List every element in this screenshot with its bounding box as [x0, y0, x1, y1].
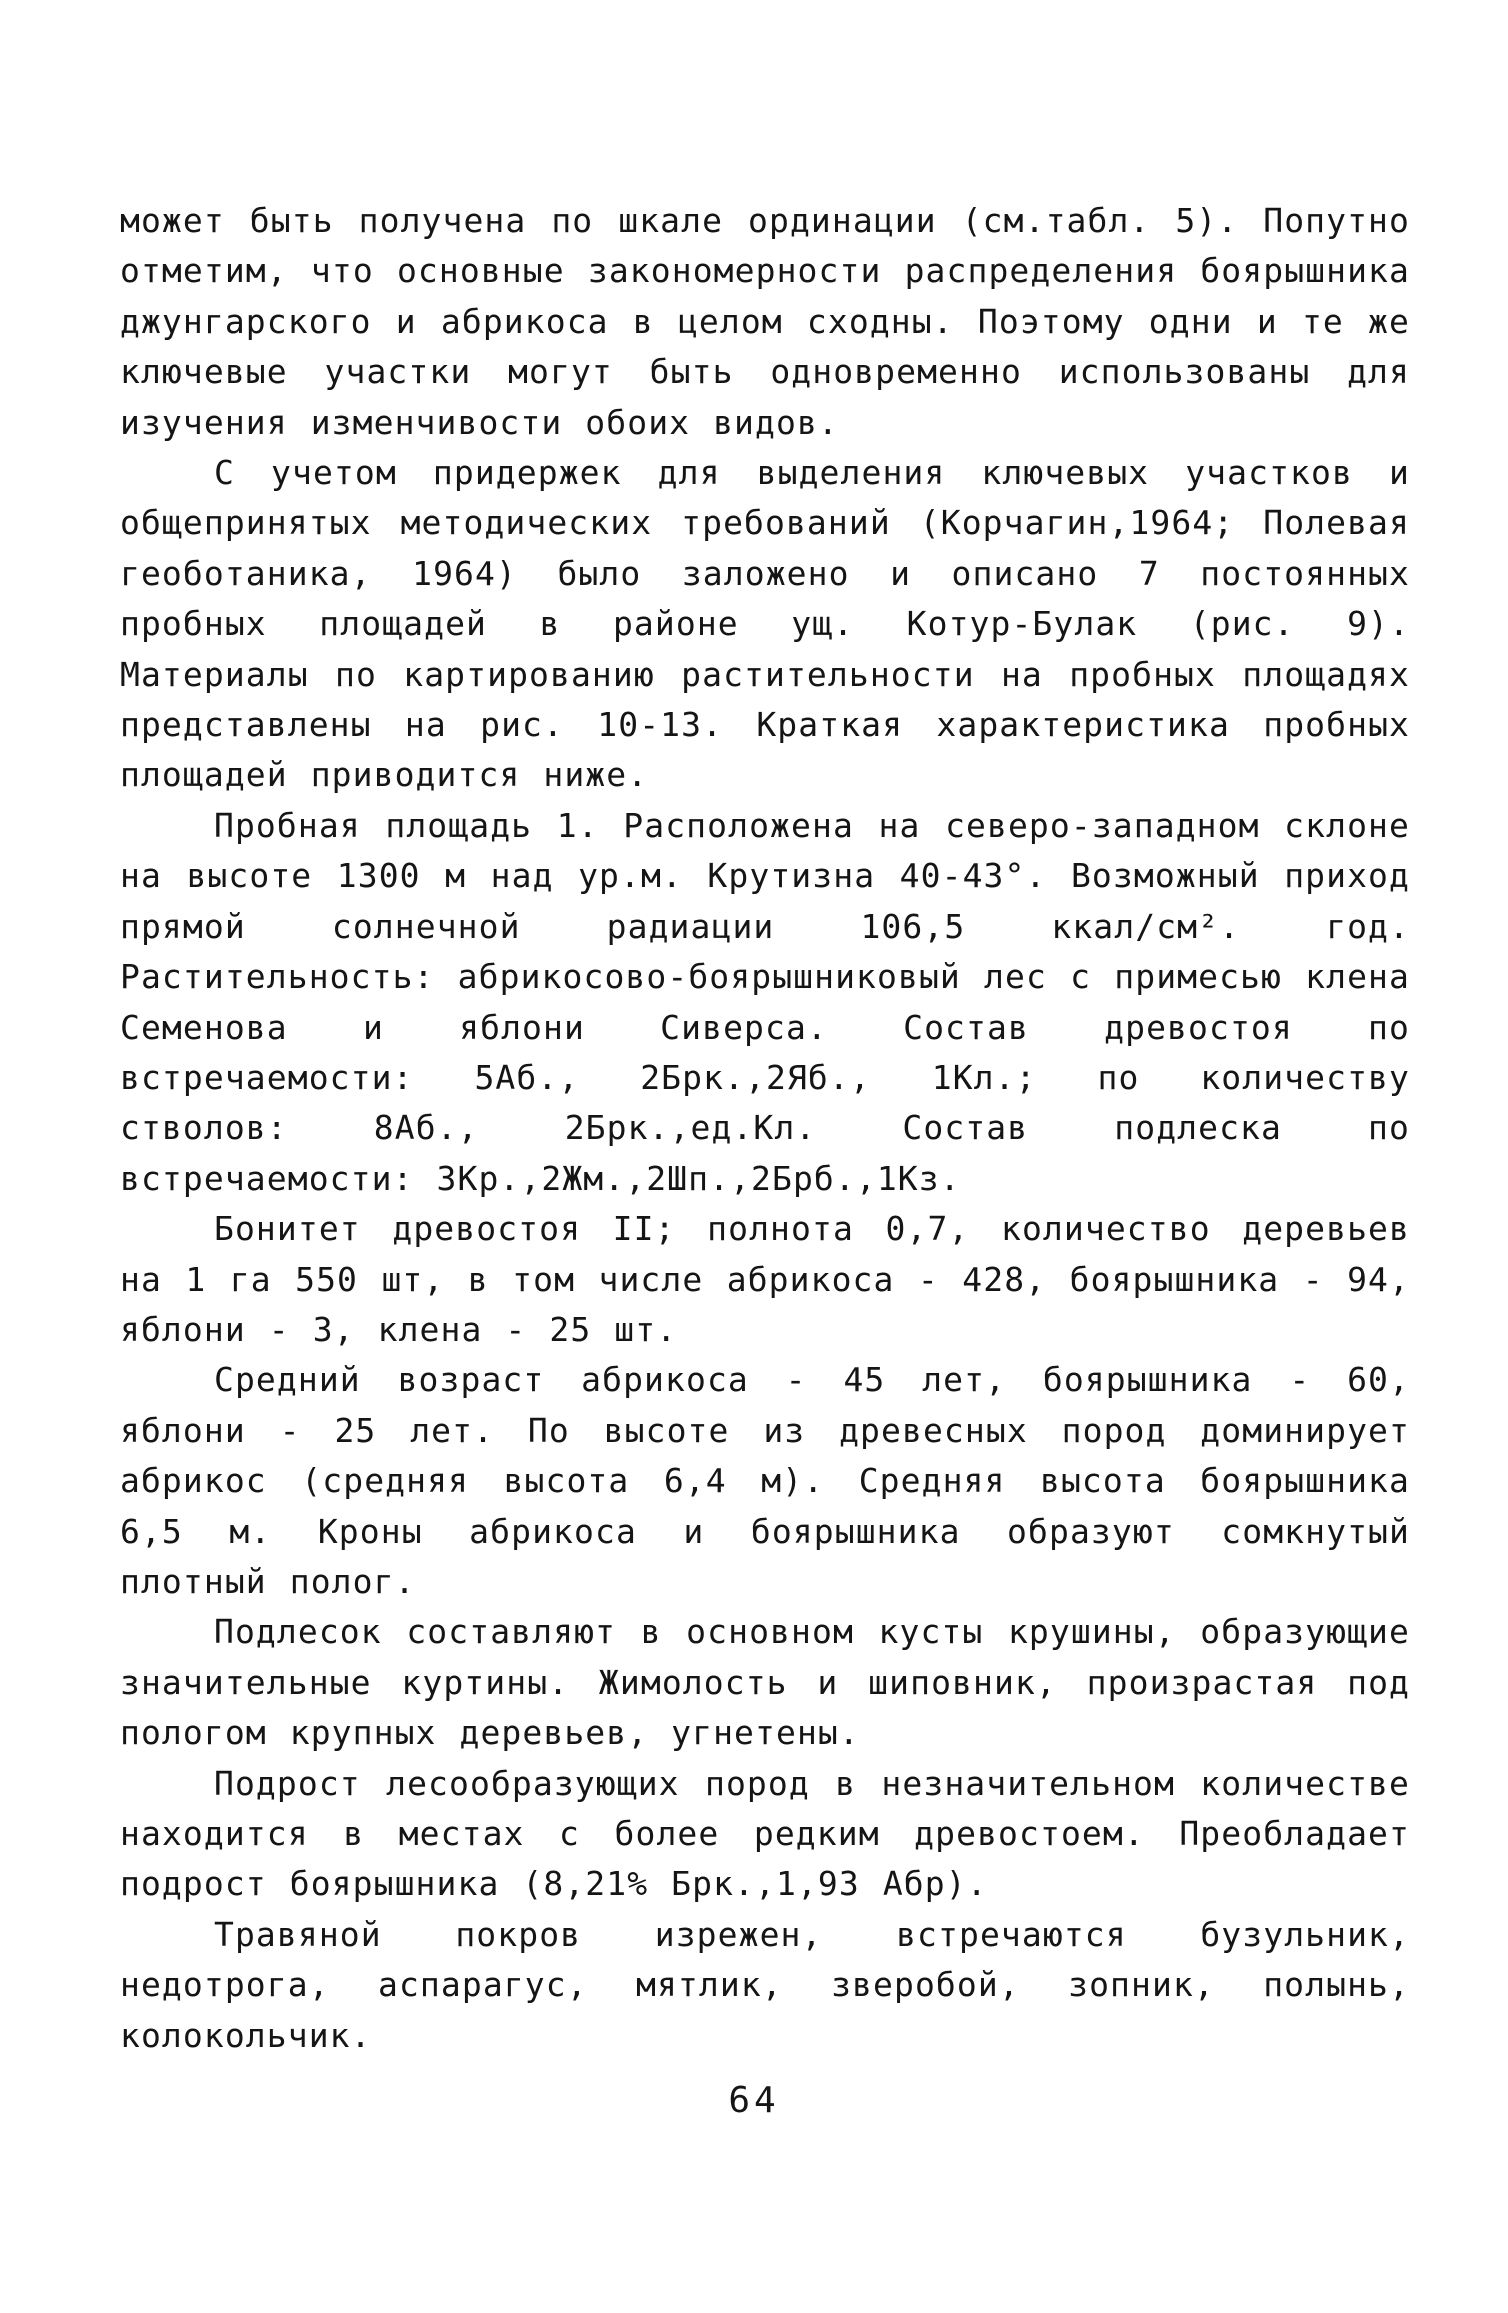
paragraph-key-sites: С учетом придержек для выделения ключевых участков и общепринятых методических требований (Корчагин,1964; Полевая геоботаника, 1964) было заложено и описано 7 постоянных пробных площадей в районе ущ. Котур-Булак (рис. 9). Материалы по картированию растительности на пробных площадях представлены на рис. 10-13. Краткая характеристика пробных площадей приводится ниже. [120, 453, 1410, 795]
page-number: 64 [728, 2080, 780, 2121]
document-page [120, 196, 1410, 2061]
paragraph-undergrowth: Подлесок составляют в основном кусты крушины, образующие значительные куртины. Жимолость и шиповник, произрастая под пологом крупных деревьев, угнетены. [120, 1612, 1410, 1753]
paragraph-plot-1: Пробная площадь 1. Расположена на северо-западном склоне на высоте 1300 м над ур.м. Крутизна 40-43°. Возможный приход прямой солнечной радиации 106,5 ккал/см². год. Растительность: абрикосово-боярышниковый лес с примесью клена Семенова и яблони Сиверса. Состав древостоя по встречаемости: 5Аб., 2Брк.,2Яб., 1Кл.; по количеству стволов: 8Аб., 2Брк.,ед.Кл. Состав подлеска по встречаемости: 3Кр.,2Жм.,2Шп.,2Брб.,1Кз. [120, 805, 1410, 1198]
paragraph-grass-cover: Травяной покров изрежен, встречаются бузульник, недотрога, аспарагус, мятлик, зверобой, зопник, полынь, колокольчик. [120, 1914, 1410, 2055]
paragraph-regrowth: Подрост лесообразующих пород в незначительном количестве находится в местах с более редким древостоем. Преобладает подрост боярышника (8,21% Брк.,1,93 Абр). [120, 1763, 1410, 1904]
paragraph-age: Средний возраст абрикоса - 45 лет, боярышника - 60, яблони - 25 лет. По высоте из древесных пород доминирует абрикос (средняя высота 6,4 м). Средняя высота боярышника 6,5 м. Кроны абрикоса и боярышника образуют сомкнутый плотный полог. [120, 1360, 1410, 1601]
paragraph-intro: может быть получена по шкале ординации (см.табл. 5). Попутно отметим, что основные закономерности распределения боярышника джунгарского и абрикоса в целом сходны. Поэтому одни и те же ключевые участки могут быть одновременно использованы для изучения изменчивости обоих видов. [120, 201, 1410, 442]
paragraph-bonitet: Бонитет древостоя II; полнота 0,7, количество деревьев на 1 га 550 шт, в том числе абрикоса - 428, боярышника - 94, яблони - 3, клена - 25 шт. [120, 1209, 1410, 1349]
